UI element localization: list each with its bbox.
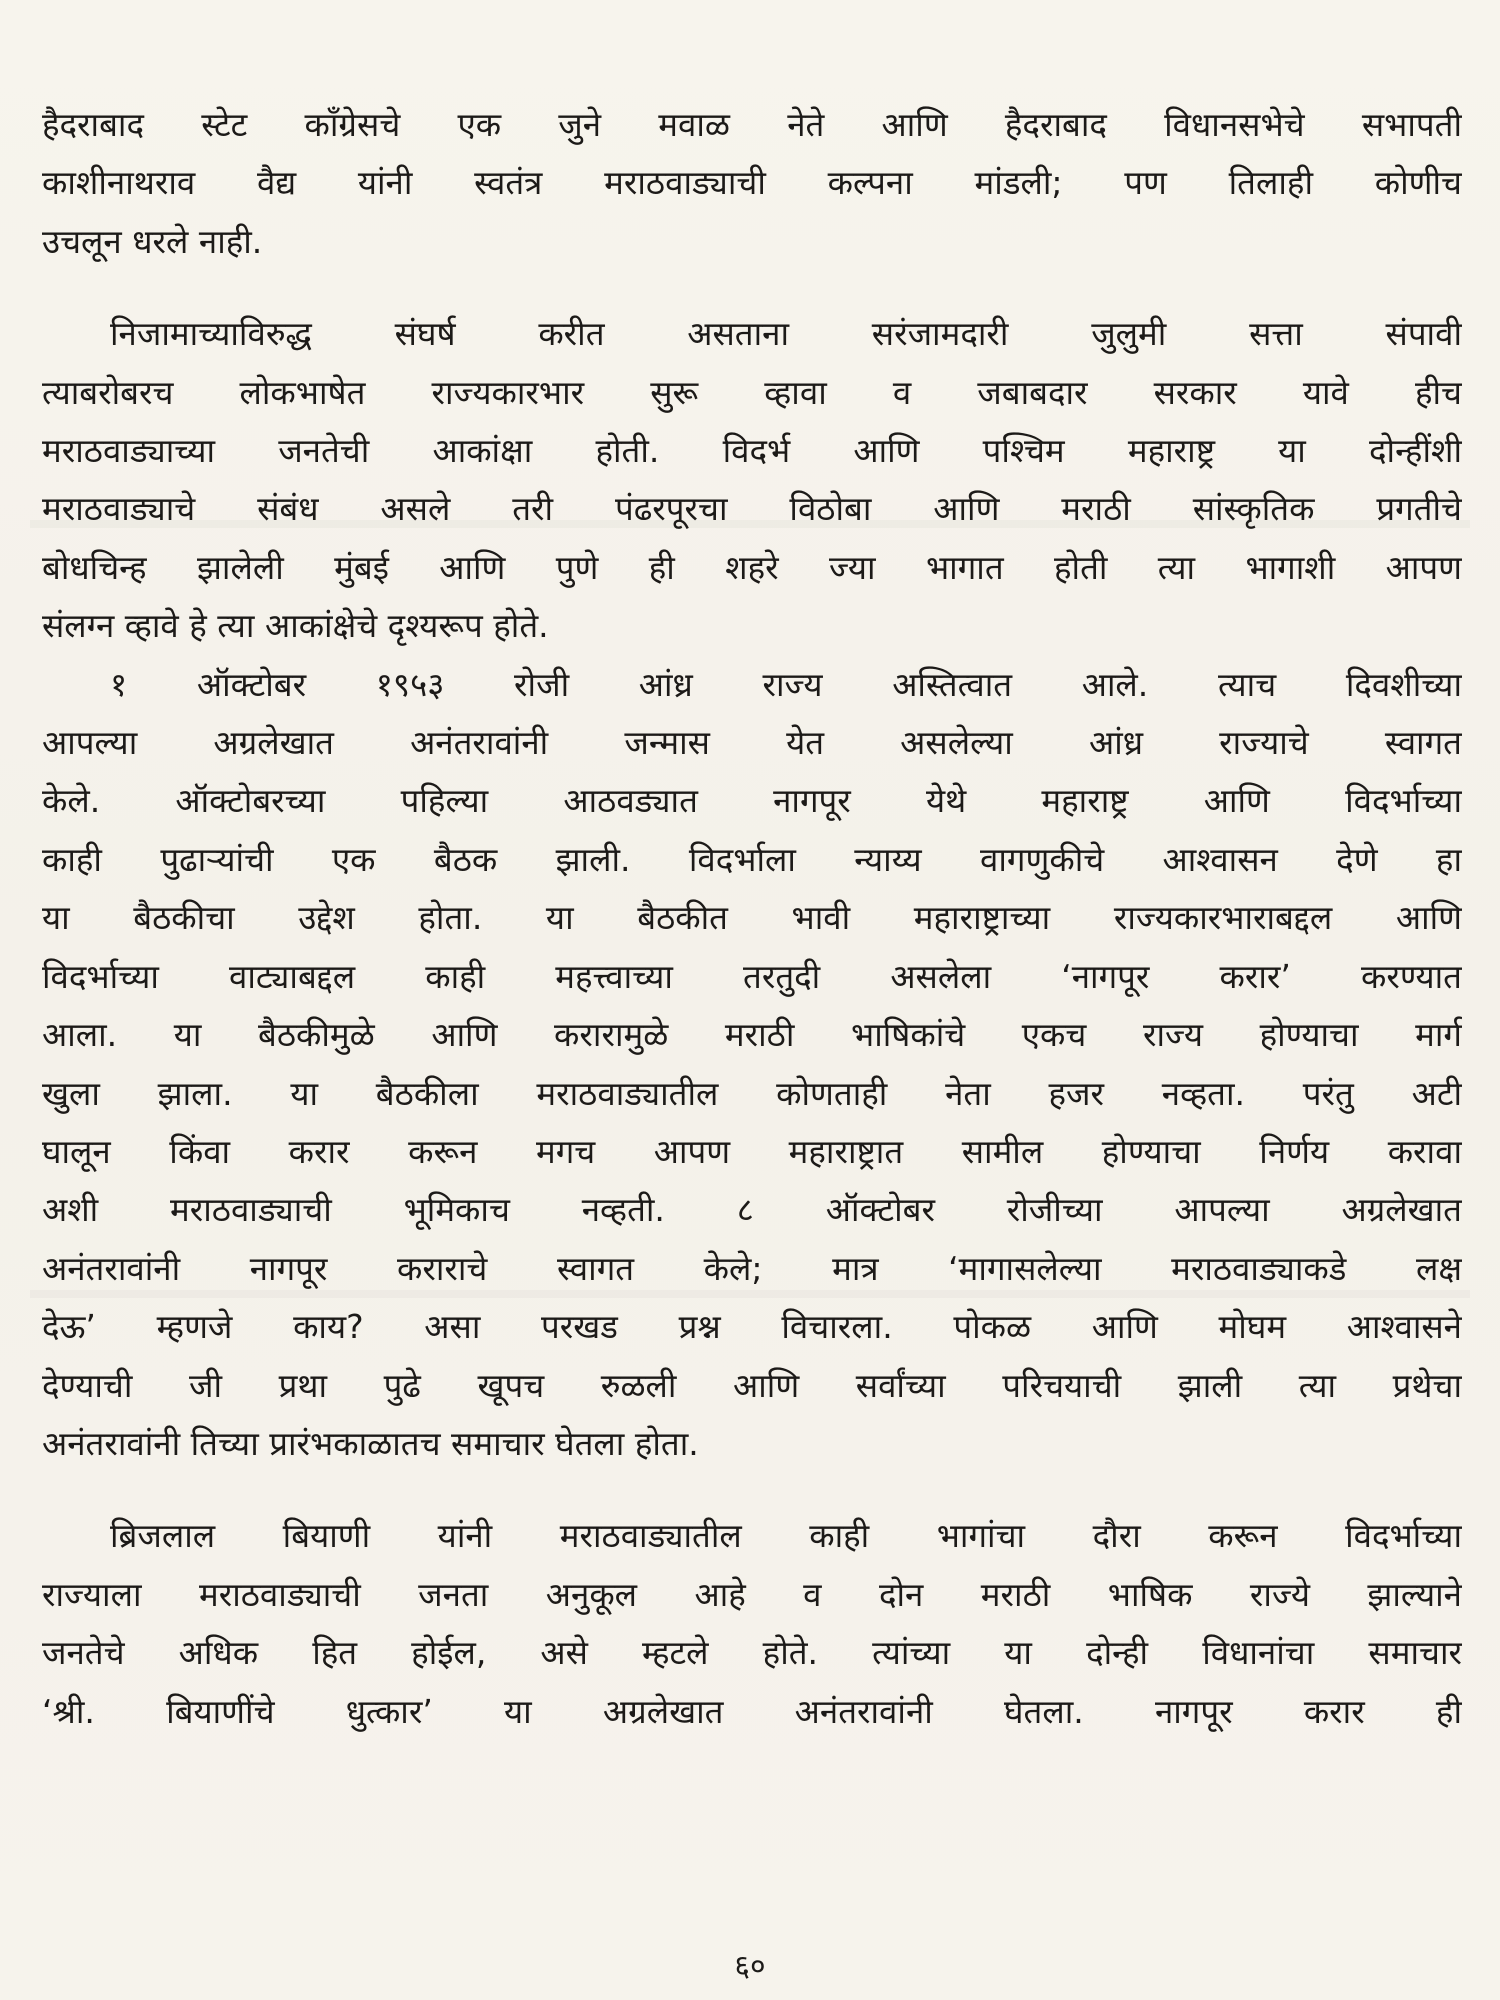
text-line: आला. या बैठकीमुळे आणि करारामुळे मराठी भाषिकांचे एकच राज्य होण्याचा मार्ग [42,1015,1462,1055]
text-line: राज्याला मराठवाड्याची जनता अनुकूल आहे व दोन मराठी भाषिक राज्ये झाल्याने [42,1574,1462,1614]
text-line: मराठवाड्याचे संबंध असले तरी पंढरपूरचा विठोबा आणि मराठी सांस्कृतिक प्रगतीचे [42,489,1462,529]
text-line: निजामाच्याविरुद्ध संघर्ष करीत असताना सरंजामदारी जुलुमी सत्ता संपावी [110,314,1462,354]
paragraph-gap [42,1473,1462,1507]
text-line: त्याबरोबरच लोकभाषेत राज्यकारभार सुरू व्हावा व जबाबदार सरकार यावे हीच [42,372,1462,412]
text-line: जनतेचे अधिक हित होईल, असे म्हटले होते. त्यांच्या या दोन्ही विधानांचा समाचार [42,1633,1462,1673]
text-line: आपल्या अग्रलेखात अनंतरावांनी जन्मास येत असलेल्या आंध्र राज्याचे स्वागत [42,723,1462,763]
text-line: काशीनाथराव वैद्य यांनी स्वतंत्र मराठवाड्याची कल्पना मांडली; पण तिलाही कोणीच [42,163,1462,203]
text-line: देऊ’ म्हणजे काय? असा परखड प्रश्न विचारला. पोकळ आणि मोघम आश्वासने [42,1307,1462,1347]
text-line: अनंतरावांनी तिच्या प्रारंभकाळातच समाचार घेतला होता. [42,1423,699,1463]
paragraph [42,96,1462,271]
paragraph [42,656,1462,1474]
text-line: बोधचिन्ह झालेली मुंबई आणि पुणे ही शहरे ज्या भागात होती त्या भागाशी आपण [42,547,1462,587]
paragraph [42,305,1462,655]
text-line: या बैठकीचा उद्देश होता. या बैठकीत भावी महाराष्ट्राच्या राज्यकारभाराबद्दल आणि [42,898,1462,938]
text-line: काही पुढाऱ्यांची एक बैठक झाली. विदर्भाला न्याय्य वागणुकीचे आश्वासन देणे हा [42,839,1462,879]
paragraph-gap [42,271,1462,305]
text-line: हैदराबाद स्टेट काँग्रेसचे एक जुने मवाळ नेते आणि हैदराबाद विधानसभेचे सभापती [42,105,1462,144]
page-body-text [42,96,1462,1741]
text-line: घालून किंवा करार करून मगच आपण महाराष्ट्रात सामील होण्याचा निर्णय करावा [42,1131,1462,1171]
text-line: केले. ऑक्टोबरच्या पहिल्या आठवड्यात नागपूर येथे महाराष्ट्र आणि विदर्भाच्या [42,781,1462,821]
text-line: उचलून धरले नाही. [42,221,263,261]
text-line: अशी मराठवाड्याची भूमिकाच नव्हती. ८ ऑक्टोबर रोजीच्या आपल्या अग्रलेखात [42,1190,1462,1230]
text-line: खुला झाला. या बैठकीला मराठवाड्यातील कोणताही नेता हजर नव्हता. परंतु अटी [42,1073,1462,1113]
paragraph [42,1507,1462,1741]
text-line: अनंतरावांनी नागपूर कराराचे स्वागत केले; मात्र ‘मागासलेल्या मराठवाड्याकडे लक्ष [42,1248,1462,1288]
text-line: मराठवाड्याच्या जनतेची आकांक्षा होती. विदर्भ आणि पश्चिम महाराष्ट्र या दोन्हींशी [42,431,1462,471]
page-number: ६० [734,1949,766,1984]
text-line: ‘श्री. बियाणींचे धुत्कार’ या अग्रलेखात अनंतरावांनी घेतला. नागपूर करार ही [42,1691,1462,1731]
text-line: संलग्न व्हावे हे त्या आकांक्षेचे दृश्यरूप होते. [42,606,549,646]
text-line: विदर्भाच्या वाट्याबद्दल काही महत्त्वाच्या तरतुदी असलेला ‘नागपूर करार’ करण्यात [42,956,1462,996]
text-line: देण्याची जी प्रथा पुढे खूपच रुळली आणि सर्वांच्या परिचयाची झाली त्या प्रथेचा [42,1365,1462,1405]
text-line: ब्रिजलाल बियाणी यांनी मराठवाड्यातील काही भागांचा दौरा करून विदर्भाच्या [110,1516,1462,1556]
text-line: १ ऑक्टोबर १९५३ रोजी आंध्र राज्य अस्तित्वात आले. त्याच दिवशीच्या [110,664,1462,704]
